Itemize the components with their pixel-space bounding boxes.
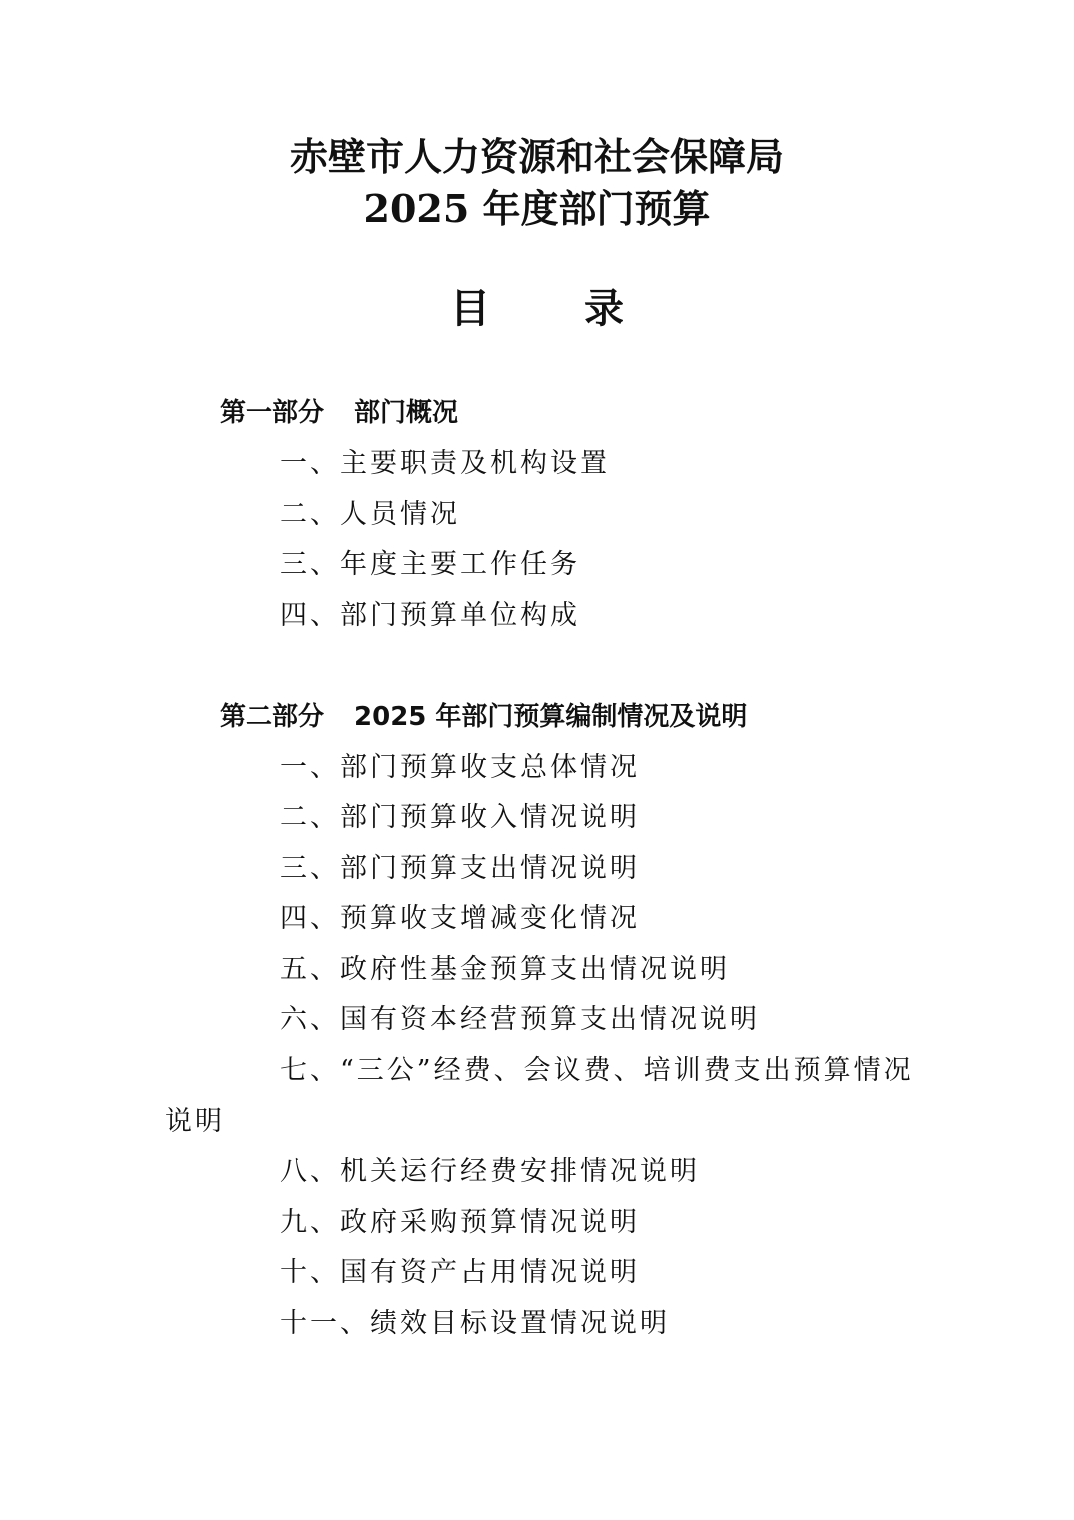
toc-item: 一、主要职责及机构设置	[280, 448, 610, 479]
toc-item: 十一、绩效目标设置情况说明	[280, 1308, 670, 1339]
toc-item: 一、部门预算收支总体情况	[280, 752, 640, 783]
toc-item: 八、机关运行经费安排情况说明	[280, 1156, 700, 1187]
toc-item: 九、政府采购预算情况说明	[280, 1207, 640, 1238]
toc-item: 三、年度主要工作任务	[280, 549, 580, 580]
section-part-label: 第二部分	[220, 702, 325, 732]
toc-item: 七、“三公”经费、会议费、培训费支出预算情况	[280, 1055, 914, 1086]
document-title-line-2: 2025 年度部门预算	[363, 186, 711, 231]
section-heading-part-2	[220, 699, 747, 735]
toc-item: 三、部门预算支出情况说明	[280, 853, 640, 884]
section-title: 2025 年部门预算编制情况及说明	[354, 702, 748, 732]
toc-item: 四、预算收支增减变化情况	[280, 903, 640, 934]
toc-item: 六、国有资本经营预算支出情况说明	[280, 1004, 760, 1035]
toc-item: 四、部门预算单位构成	[280, 600, 580, 631]
toc-item: 二、人员情况	[280, 499, 460, 530]
section-title: 部门概况	[354, 398, 459, 428]
toc-item: 十、国有资产占用情况说明	[280, 1257, 640, 1288]
toc-item: 五、政府性基金预算支出情况说明	[280, 954, 730, 985]
toc-heading: 目 录	[450, 285, 664, 332]
section-part-label: 第一部分	[220, 398, 325, 428]
document-title-line-1: 赤壁市人力资源和社会保障局	[289, 134, 784, 179]
section-heading-part-1	[220, 395, 458, 431]
toc-item-continuation: 说明	[165, 1106, 225, 1137]
toc-item: 二、部门预算收入情况说明	[280, 802, 640, 833]
